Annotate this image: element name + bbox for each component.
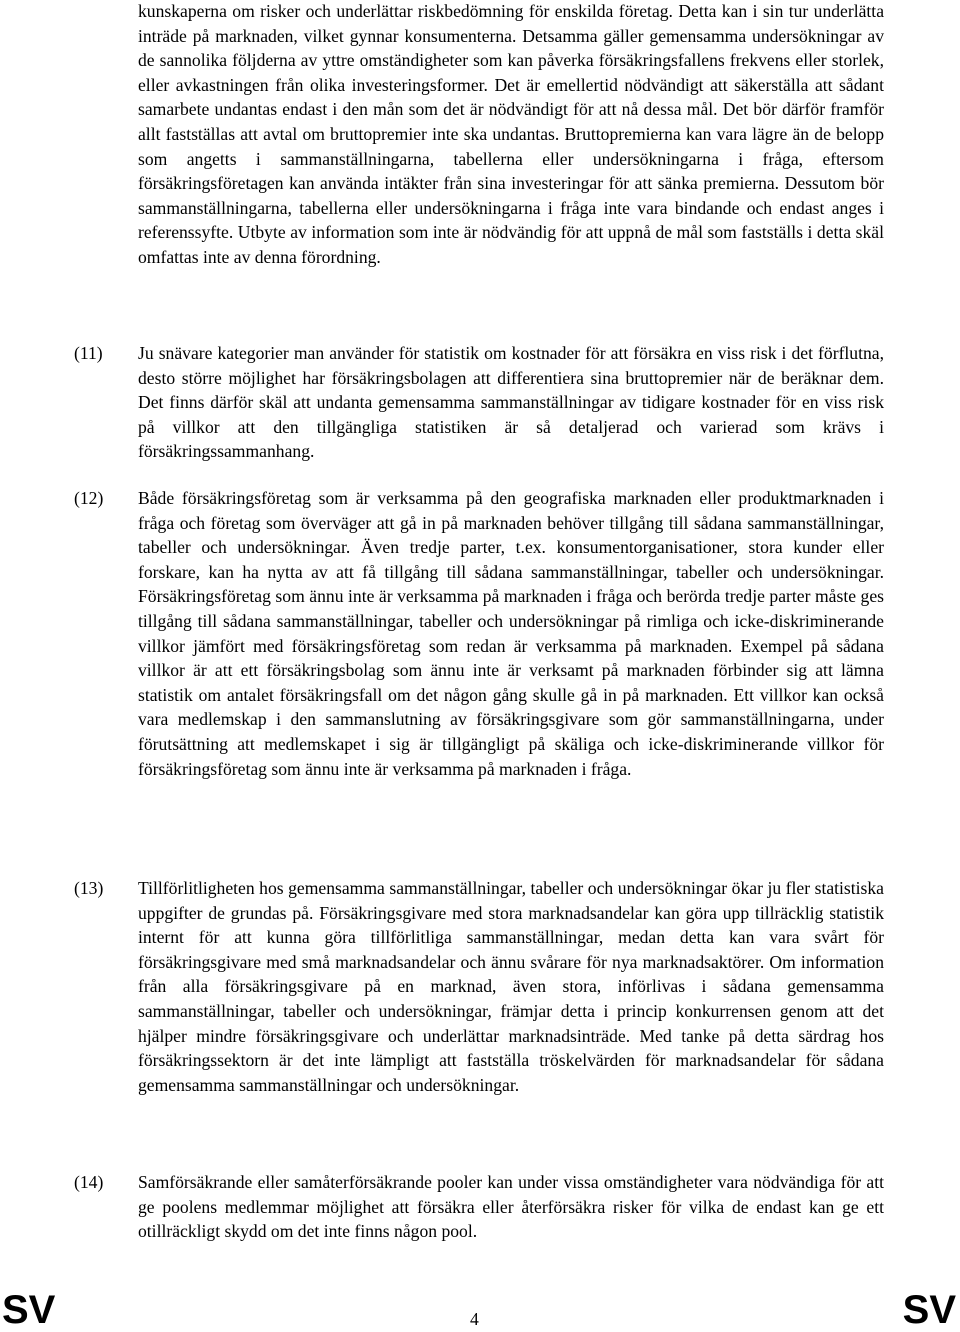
paragraph-number-13: (13)	[74, 878, 104, 898]
page-number: 4	[470, 1309, 479, 1329]
paragraph-number-12: (12)	[74, 488, 104, 508]
paragraph-text-11: Ju snävare kategorier man använder för statistik om kostnader för att försäkra en viss risk i det förflutna, desto större möjlighet har försäkringsbolagen att differentiera sina bruttopremier när de beräknar dem. Det finns därför skäl att undanta gemensamma sammanställningar av tidigare kostnader för en viss risk på villkor att den tillgängliga statistiken är så detaljerad och varierad som krävs i försäkringssammanhang.	[138, 343, 884, 462]
continuation-paragraph: kunskaperna om risker och underlättar riskbedömning för enskilda företag. Detta kan i sin tur underlätta inträde på marknaden, vilket gynnar konsumenterna. Detsamma gäller gemensamma undersökningar av de sannolika följderna av yttre omständigheter som kan påverka försäkringsfallens frekvens eller storlek, eller avkastningen från olika investeringsformer. Det är emellertid nödvändigt att säkerställa att sådant samarbete undantas endast i den mån som det är nödvändigt för att nå dessa mål. Det bör därför framför allt fastställas att avtal om bruttopremier inte ska undantas. Bruttopremierna kan vara lägre än de belopp som angetts i sammanställningarna, tabellerna eller undersökningarna i fråga, eftersom försäkringsföretagen kan använda intäkter från sina investeringar för att sänka premierna. Dessutom bör sammanställningarna, tabellerna eller undersökningarna i fråga inte vara bindande och endast anges i referenssyfte. Utbyte av information som inte är nödvändig för att uppnå de mål som fastställs i detta skäl omfattas inte av denna förordning.	[138, 1, 884, 267]
paragraph-text-12: Både försäkringsföretag som är verksamma på den geografiska marknaden eller produktmarknaden i fråga och företag som överväger att gå in på marknaden behöver tillgång till sådana sammanställningar, tabeller och undersökningar. Även tredje parter, t.ex. konsumentorganisationer, stora kunder eller forskare, kan ha nytta av att få tillgång till sådana sammanställningar, tabeller och undersökningar. Försäkringsföretag som ännu inte är verksamma på marknaden i fråga och berörda tredje parter måste ges tillgång till sådana sammanställningar, tabeller och undersökningar på rimliga och icke-diskriminerande villkor jämfört med försäkringsföretag som redan är verksamma på marknaden. Exempel på sådana villkor är att ett försäkringsbolag som ännu inte är verksamt på marknaden förbinder sig att lämna statistik om antalet försäkringsfall om det någon gång skulle gå in på marknaden. Ett villkor kan också vara medlemskap i den sammanslutning av försäkringsgivare som gör sammanställningarna, under förutsättning att medlemskapet i sig är tillgängligt på skäliga och icke-diskriminerande villkor för försäkringsföretag som ännu inte är verksamma på marknaden i fråga.	[138, 488, 884, 779]
paragraph-text-14: Samförsäkrande eller samåterförsäkrande pooler kan under vissa omständigheter vara nödvändiga för att ge poolens medlemmar möjlighet att försäkra eller återförsäkra risker för vilka de endast kan ge ett otillräckligt skydd om det inte finns någon pool.	[138, 1172, 884, 1242]
paragraph-text-13: Tillförlitligheten hos gemensamma sammanställningar, tabeller och undersökningar ökar ju fler statistiska uppgifter de grundas på. Försäkringsgivare med stora marknadsandelar kan göra upp tillräcklig statistik internt för att kunna göra tillförlitliga sammanställningar, medan detta kan vara svårt för försäkringsgivare med små marknadsandelar och ännu svårare för nya marknadsaktörer. Om information från alla försäkringsgivare på en marknad, även stora, införlivas i sådana gemensamma sammanställningar, tabeller och undersökningar, främjar detta i princip konkurrensen genom att det hjälper mindre försäkringsgivare och underlättar marknadsinträde. Med tanke på detta särdrag hos försäkringssektorn är det inte lämpligt att fastställa tröskelvärden för marknadsandelar för sådana gemensamma sammanställningar och undersökningar.	[138, 878, 884, 1095]
footer-language-left: SV	[2, 1288, 56, 1332]
paragraph-number-11: (11)	[74, 343, 103, 363]
paragraph-number-14: (14)	[74, 1172, 104, 1192]
footer-language-right: SV	[902, 1288, 956, 1332]
